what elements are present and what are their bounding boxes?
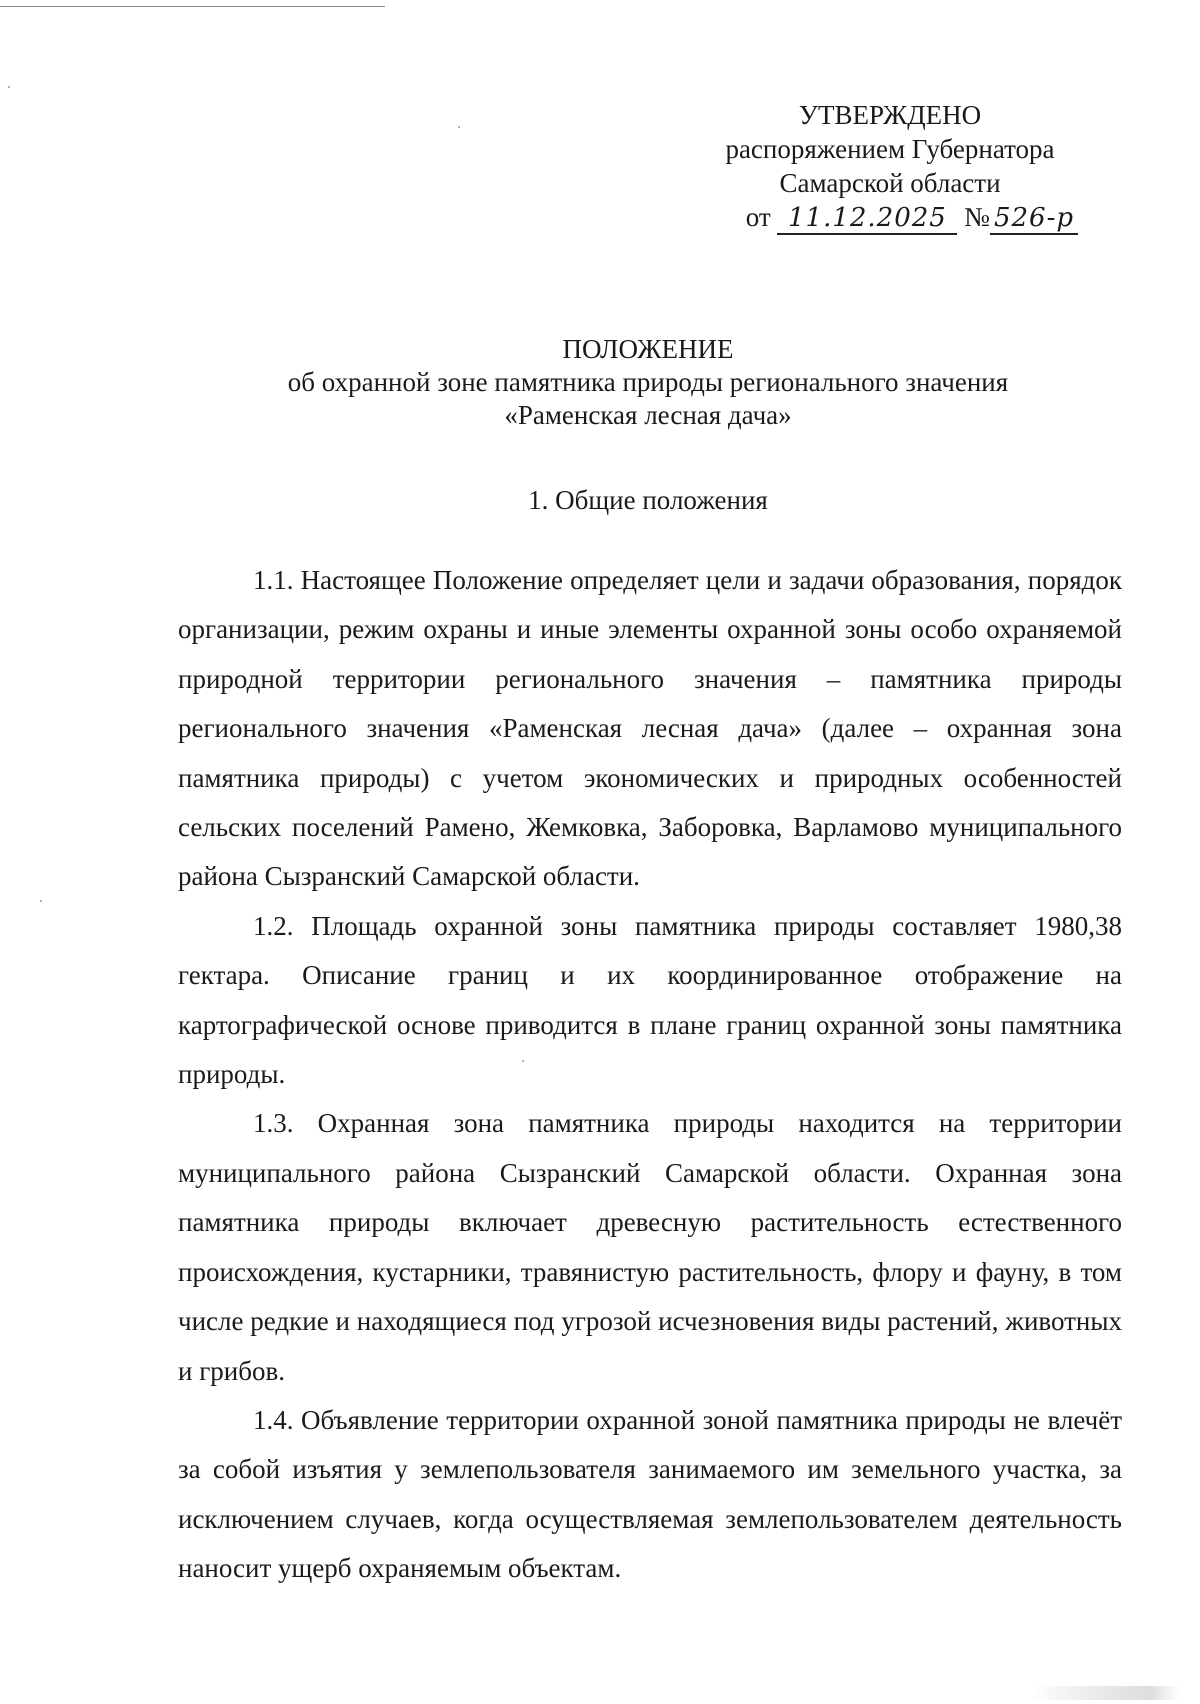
paragraph-1-4: 1.4. Объявление территории охранной зоной памятника природы не влечёт за собой изъятия у землепользователя занимаемого им земельного участка, за исключением случаев, когда осуществляемая землепользователем деятельность наносит ущерб охраняемым объектам. <box>178 1404 1122 1584</box>
section-title: 1. Общие положения <box>528 485 768 515</box>
handwritten-date: 11.12.2025 <box>777 203 957 235</box>
paragraph-1-2: 1.2. Площадь охранной зоны памятника природы составляет 1980,38 гектара. Описание границ и их координированное отображение на картографической основе приводится в плане границ охранной зоны памятника природы. <box>178 910 1122 1090</box>
scan-speck <box>458 126 460 128</box>
scan-corner-noise <box>1030 1686 1180 1700</box>
scan-speck <box>8 86 10 88</box>
document-title: ПОЛОЖЕНИЕ <box>562 334 734 364</box>
approval-date-line <box>700 200 1080 235</box>
document-subtitle-line-1: об охранной зоне памятника природы регионального значения <box>287 367 1009 397</box>
date-prefix: от <box>745 202 771 232</box>
paragraph-1-1: 1.1. Настоящее Положение определяет цели и задачи образования, порядок организации, режим охраны и иные элементы охранной зоны особо охраняемой природной территории регионального значения – памятника природы регионального значения «Раменская лесная дача» (далее – охранная зона памятника природы) с учетом экономических и природных особенностей сельских поселений Рамено, Жемковка, Заборовка, Варламово муниципального района Сызранский Самарской области. <box>178 565 1122 892</box>
approval-line-1: распоряжением Губернатора <box>725 134 1055 164</box>
approval-stamp-block <box>700 98 1080 235</box>
approval-line-2: Самарской области <box>779 168 1001 198</box>
scan-speck <box>40 900 42 902</box>
scan-artifact-line <box>0 6 385 7</box>
handwritten-number: 526-р <box>990 203 1078 235</box>
document-body <box>178 556 1122 1594</box>
approval-title: УТВЕРЖДЕНО <box>798 100 982 130</box>
document-heading <box>150 333 1146 432</box>
number-prefix: № <box>964 202 990 232</box>
document-subtitle-line-2: «Раменская лесная дача» <box>504 400 792 430</box>
paragraph-1-3: 1.3. Охранная зона памятника природы находится на территории муниципального района Сызранский Самарской области. Охранная зона памятника природы включает древесную растительность естественного происхождения, кустарники, травянистую растительность, флору и фауну, в том числе редкие и находящиеся под угрозой исчезновения виды растений, животных и грибов. <box>178 1108 1122 1386</box>
